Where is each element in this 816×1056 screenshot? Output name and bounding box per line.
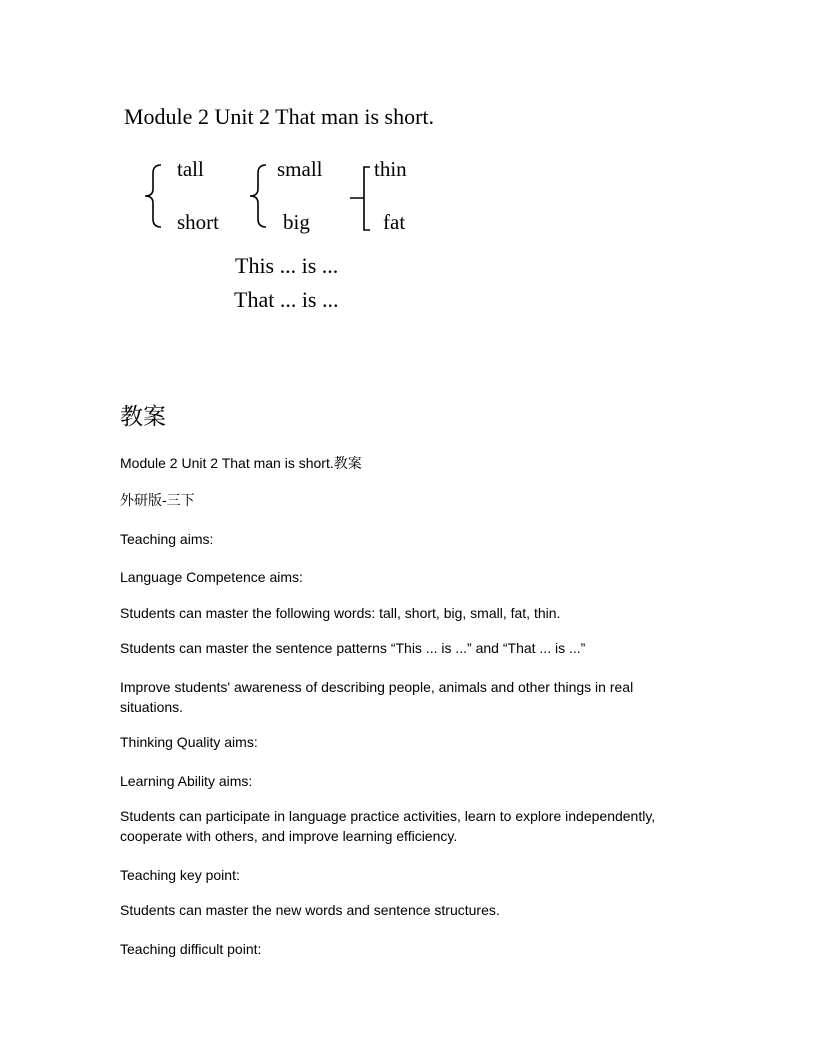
paragraph-patterns: Students can master the sentence patterns “This ... is ...” and “That ... is ...” bbox=[120, 640, 586, 656]
pattern-that: That ... is ... bbox=[234, 287, 339, 312]
paragraph-key-content: Students can master the new words and sentence structures. bbox=[120, 902, 500, 918]
paragraph-language-aims: Language Competence aims: bbox=[120, 569, 303, 585]
paragraph-key-point: Teaching key point: bbox=[120, 867, 240, 883]
paragraph-difficult-point: Teaching difficult point: bbox=[120, 941, 262, 957]
word-fat: fat bbox=[383, 210, 406, 234]
word-short: short bbox=[177, 210, 219, 234]
paragraph-title: Module 2 Unit 2 That man is short.教案 bbox=[120, 455, 362, 471]
paragraph-thinking-aims: Thinking Quality aims: bbox=[120, 734, 258, 750]
board-title: Module 2 Unit 2 That man is short. bbox=[124, 104, 435, 129]
paragraph-participate: Students can participate in language practice activities, learn to explore independently, cooperate with others, and improve learning efficiency. bbox=[120, 808, 656, 844]
brace-2 bbox=[248, 163, 270, 229]
word-big: big bbox=[283, 210, 310, 234]
paragraph-edition: 外研版-三下 bbox=[120, 492, 195, 508]
word-small: small bbox=[277, 157, 323, 181]
pattern-this: This ... is ... bbox=[235, 253, 339, 278]
brace-1 bbox=[143, 163, 165, 229]
paragraph-teaching-aims: Teaching aims: bbox=[120, 531, 214, 547]
word-tall: tall bbox=[177, 157, 204, 181]
paragraph-awareness: Improve students' awareness of describing people, animals and other things in real situations. bbox=[120, 679, 634, 715]
bracket-3 bbox=[348, 164, 372, 234]
paragraph-learning-aims: Learning Ability aims: bbox=[120, 773, 253, 789]
section-heading: 教案 bbox=[120, 403, 166, 429]
word-thin: thin bbox=[374, 157, 407, 181]
paragraph-words: Students can master the following words: tall, short, big, small, fat, thin. bbox=[120, 605, 561, 621]
